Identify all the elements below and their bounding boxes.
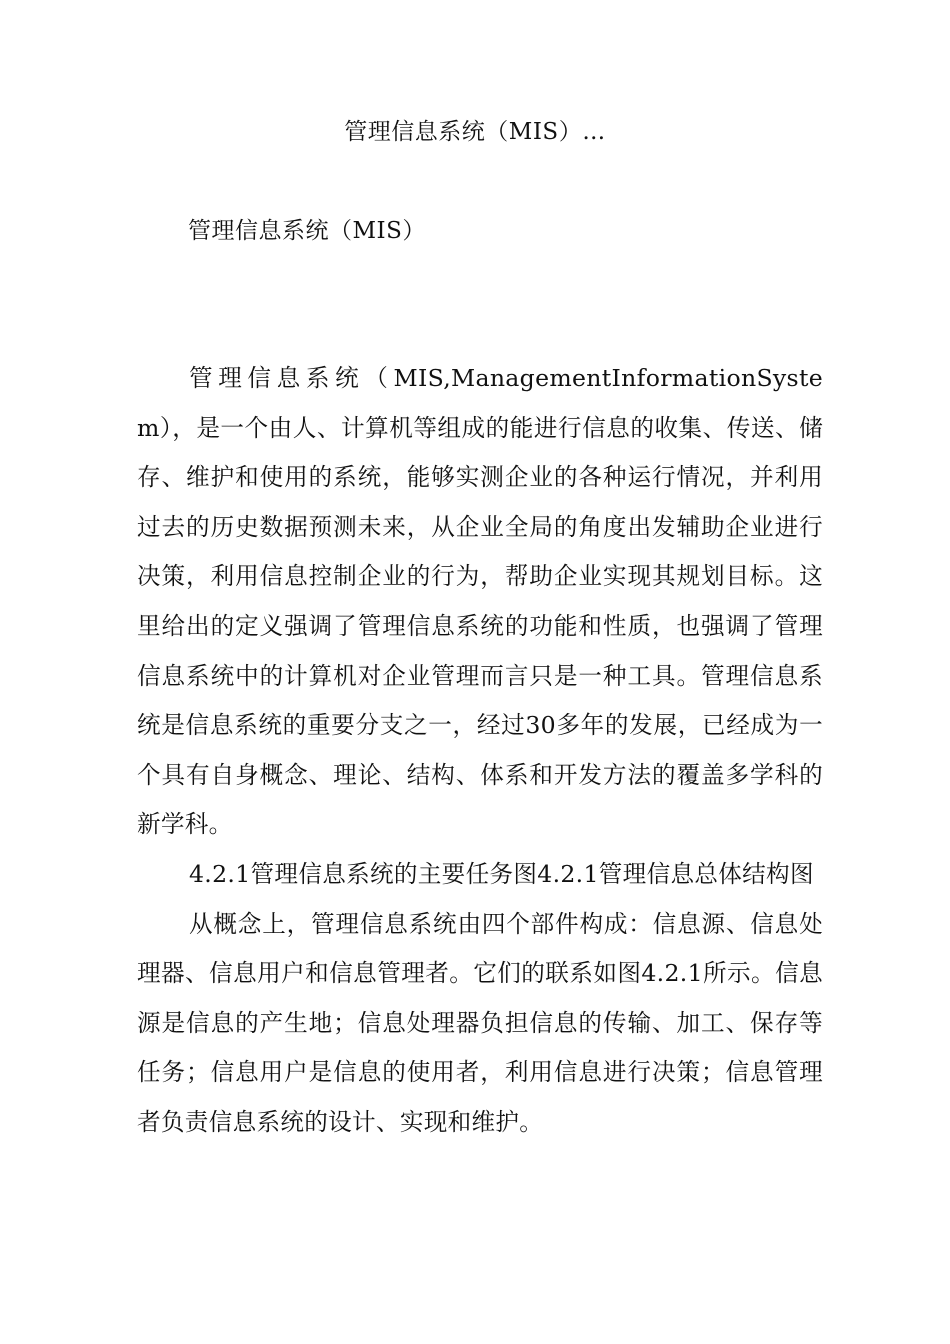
document-title: 管理信息系统（MIS）… [344,119,606,145]
document-subtitle: 管理信息系统（MIS） [188,218,426,244]
paragraph-definition: 管理信息系统（MIS,ManagementInformationSystem），是一个由人、计算机等组成的能进行信息的收集、传送、储存、维护和使用的系统，能够实测企业的各种运行情况，并利用过去的历史数据预测未来，从企业全局的角度出发辅助企业进行决策，利用信息控制企业的行为，帮助企业实现其规划目标。这里给出的定义强调了管理信息系统的功能和性质，也强调了管理信息系统中的计算机对企业管理而言只是一种工具。管理信息系统是信息系统的重要分支之一，经过30多年的发展，已经成为一个具有自身概念、理论、结构、体系和开发方法的覆盖多学科的新学科。 [137,364,823,839]
paragraph-section-heading: 4.2.1管理信息系统的主要任务图4.2.1管理信息总体结构图 [189,859,814,888]
paragraph-components: 从概念上，管理信息系统由四个部件构成：信息源、信息处理器、信息用户和信息管理者。它们的联系如图4.2.1所示。信息源是信息的产生地；信息处理器负担信息的传输、加工、保存等任务；信息用户是信息的使用者，利用信息进行决策；信息管理者负责信息系统的设计、实现和维护。 [137,909,823,1136]
document-body [137,354,823,1148]
